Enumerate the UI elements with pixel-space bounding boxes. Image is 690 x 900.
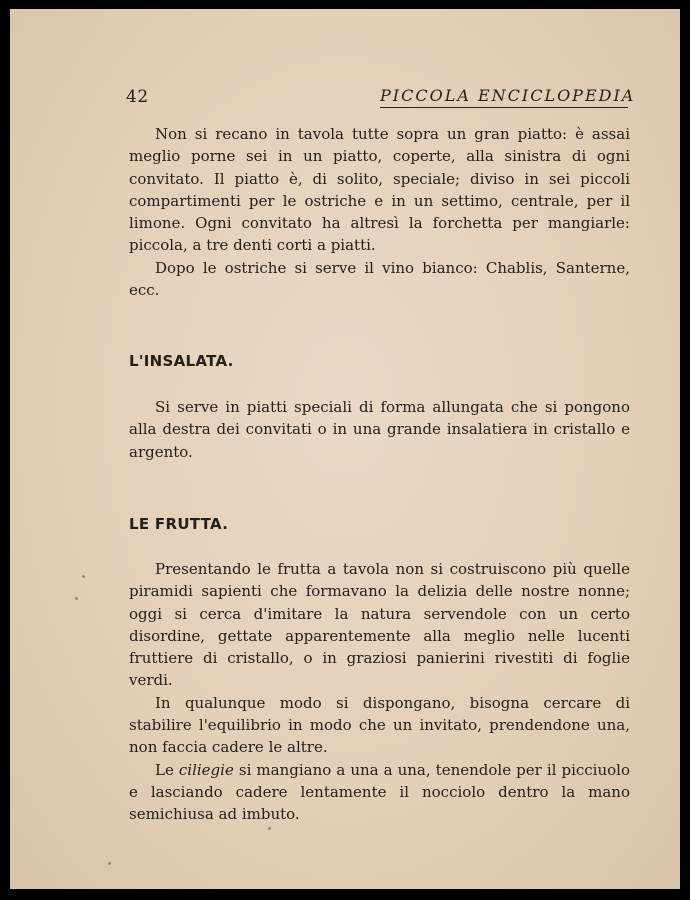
intro-section (129, 123, 630, 301)
insalata-paragraph-1: Si serve in piatti speciali di forma allungata che si pongono alla destra dei convitati o in una grande insalatiera in cristallo e argento. (129, 398, 630, 461)
frutta-paragraph-3-lead: Le (155, 760, 179, 779)
paper-speck (268, 827, 271, 830)
paper-speck (82, 575, 85, 578)
book-page (10, 9, 680, 889)
frutta-paragraph-3 (129, 759, 630, 826)
insalata-heading: L'INSALATA. (129, 352, 234, 370)
paper-speck (108, 862, 111, 865)
running-title: PICCOLA ENCICLOPEDIA (380, 86, 628, 108)
frutta-heading: LE FRUTTA. (129, 515, 229, 533)
frutta-section (129, 558, 630, 826)
frutta-paragraph-1: Presentando le frutta a tavola non si costruiscono più quelle piramidi sapienti che formavano la delizia delle nostre nonne; oggi si cerca d'imitare la natura servendole con un certo disordine, gettate apparentemente alla meglio nelle lucenti fruttiere di cristallo, o in graziosi panierini rivestiti di foglie verdi. (129, 560, 630, 690)
page-number: 42 (126, 87, 149, 107)
insalata-section (129, 396, 630, 463)
paper-speck (75, 597, 78, 600)
ciliegie-term: ciliegie (178, 760, 234, 779)
intro-paragraph-2: Dopo le ostriche si serve il vino bianco: Chablis, Santerne, ecc. (129, 258, 630, 300)
frutta-paragraph-3-rest: si mangiano a una a una, tenendole per il picciuolo e lasciando cadere lentamente il nocciolo dentro la mano semichiusa ad imbuto. (129, 760, 630, 824)
frutta-paragraph-2: In qualunque modo si dispongano, bisogna cercare di stabilire l'equilibrio in modo che un invitato, prendendone una, non faccia cadere le altre. (129, 693, 630, 757)
intro-paragraph-1: Non si recano in tavola tutte sopra un gran piatto: è assai meglio porne sei in un piatto, coperte, alla sinistra di ogni convitato. Il piatto è, di solito, speciale; diviso in sei piccoli compartimenti per le ostriche e in un settimo, centrale, per il limone. Ogni convitato ha altresì la forchetta per mangiarle: piccola, a tre denti corti a piatti. (129, 125, 630, 255)
